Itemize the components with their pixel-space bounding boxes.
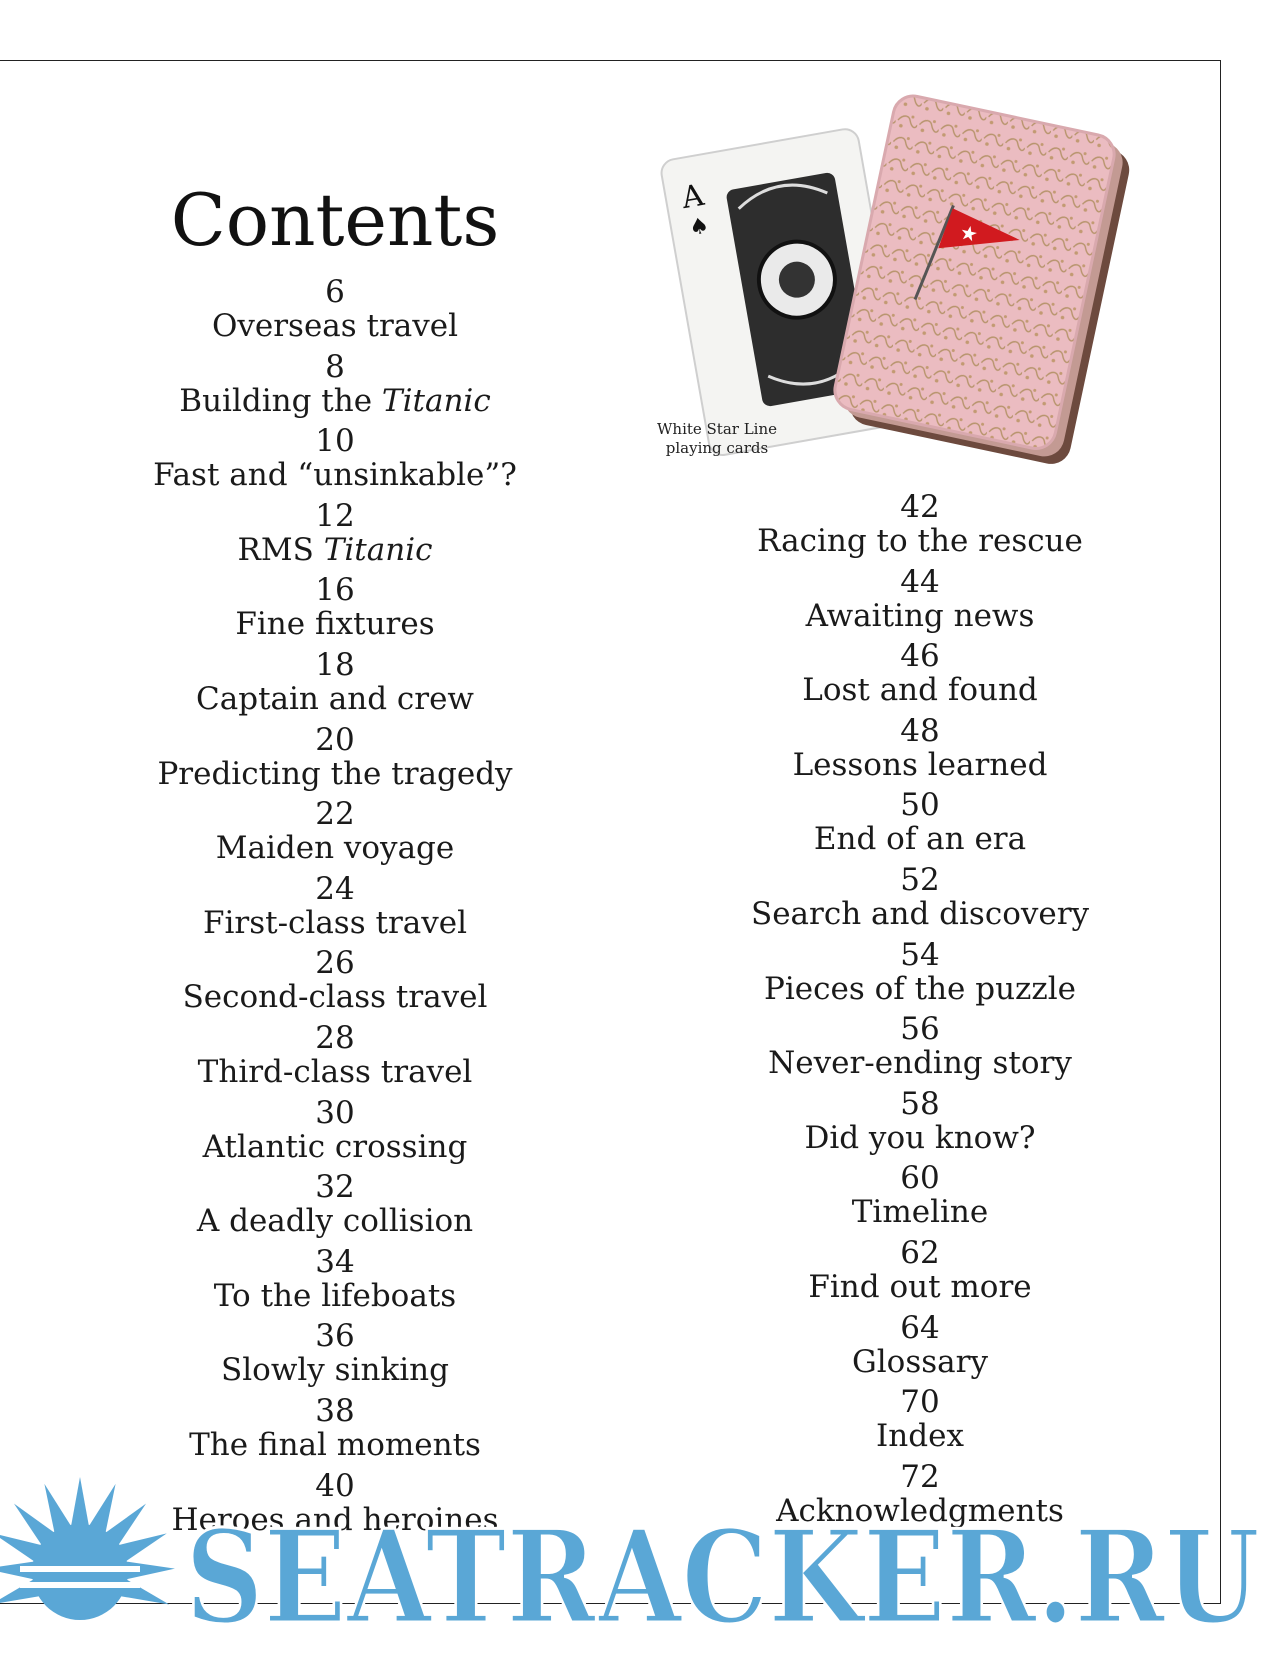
toc-title: Third-class travel [197,1053,473,1090]
toc-page-number: 38 [315,1392,355,1429]
toc-entry[interactable] [145,1394,525,1469]
toc-title: Racing to the rescue [757,523,1083,559]
toc-page-number: 10 [315,423,355,460]
toc-title: End of an era [813,821,1027,858]
toc-page-number: 60 [900,1160,940,1197]
toc-entry[interactable] [145,350,525,425]
toc-entry[interactable] [145,499,525,574]
toc-page-number: 8 [325,348,345,385]
toc-title: Did you know? [804,1119,1036,1156]
toc-entry[interactable] [145,573,525,648]
toc-page-number: 6 [325,274,345,310]
toc-title: Building the Titanic [179,382,491,419]
toc-page-number: 28 [315,1019,355,1056]
toc-title: Awaiting news [805,597,1035,634]
toc-page-number: 44 [900,563,940,600]
toc-entry[interactable] [145,723,525,798]
watermark [0,1458,1275,1653]
svg-text:SEATRACKER.RU: SEATRACKER.RU [185,1503,1260,1653]
card-deck [829,92,1136,467]
toc-entry[interactable] [145,1170,525,1245]
toc-page-number: 56 [900,1011,940,1048]
toc-title: Find out more [808,1268,1032,1305]
toc-title: Acknowledgments [776,1492,1064,1529]
toc-page-number: 22 [315,796,355,833]
toc-title: Search and discovery [750,895,1090,932]
playing-cards-image [679,105,1125,465]
toc-page-number: 18 [315,646,355,683]
toc-page-number: 36 [315,1318,355,1355]
toc-page-number: 52 [900,861,940,898]
toc-page-number: 48 [900,712,940,749]
toc-page-number: 12 [315,497,355,534]
toc-page-number: 26 [315,945,355,982]
toc-page-number: 46 [900,638,940,675]
toc-title: A deadly collision [196,1203,474,1240]
toc-entry[interactable] [145,1021,525,1096]
toc-page-number: 32 [315,1169,355,1206]
toc-title: Heroes and heroines [171,1501,499,1538]
toc-title: Slowly sinking [221,1352,449,1389]
toc-entry[interactable] [145,648,525,723]
toc-entry[interactable] [720,1087,1120,1162]
toc-title: Fast and “unsinkable”? [153,457,517,494]
toc-entry[interactable] [720,490,1120,565]
image-caption: White Star Line playing cards [656,420,778,457]
toc-page-number: 20 [315,721,355,758]
toc-title: Never-ending story [768,1045,1072,1082]
toc-entry[interactable] [720,639,1120,714]
toc-page-number: 16 [315,572,355,609]
toc-title: Lost and found [802,672,1038,709]
toc-entry[interactable] [720,863,1120,938]
toc-page-number: 54 [900,936,940,973]
toc-entry[interactable] [145,946,525,1021]
toc-page-number: 42 [900,489,940,525]
toc-page-number: 58 [900,1085,940,1122]
toc-entry[interactable] [145,275,525,350]
toc-page-number: 40 [315,1467,355,1504]
sun-icon [0,1477,175,1620]
svg-text:A: A [679,177,707,217]
toc-title: Glossary [852,1343,988,1380]
toc-right-column [720,490,1120,1528]
toc-title: Index [876,1418,964,1455]
toc-entry[interactable] [720,1012,1120,1087]
toc-page-number: 62 [900,1234,940,1271]
toc-title: Captain and crew [196,680,474,717]
toc-entry[interactable] [720,565,1120,640]
toc-entry[interactable] [145,872,525,947]
toc-entry[interactable] [720,1385,1120,1460]
toc-page-number: 24 [315,870,355,907]
toc-title: Overseas travel [211,308,459,344]
toc-title: Fine fixtures [235,606,435,643]
toc-page-number: 30 [315,1094,355,1131]
toc-title: Atlantic crossing [202,1128,468,1165]
toc-title: Pieces of the puzzle [764,970,1076,1007]
toc-page-number: 64 [900,1309,940,1346]
toc-entry[interactable] [720,1236,1120,1311]
toc-entry[interactable] [145,1245,525,1320]
toc-title: Maiden voyage [215,830,455,867]
toc-title: Lessons learned [792,746,1048,783]
toc-entry[interactable] [720,1311,1120,1386]
toc-title: First-class travel [202,904,468,941]
toc-entry[interactable] [145,1096,525,1171]
toc-entry[interactable] [720,938,1120,1013]
toc-page-number: 72 [900,1458,940,1495]
toc-entry[interactable] [145,1319,525,1394]
toc-title: RMS Titanic [237,531,433,568]
svg-text:♠: ♠ [687,213,712,242]
toc-page-number: 50 [900,787,940,824]
toc-title: The final moments [189,1426,481,1463]
toc-title: Predicting the tragedy [157,755,513,792]
toc-page-number: 34 [315,1243,355,1280]
toc-entry[interactable] [720,788,1120,863]
page-title: Contents [170,178,500,263]
toc-left-column [145,275,525,1543]
toc-title: To the lifeboats [213,1277,457,1314]
toc-entry[interactable] [720,714,1120,789]
toc-entry[interactable] [720,1161,1120,1236]
toc-title: Second-class travel [182,979,488,1016]
toc-entry[interactable] [145,797,525,872]
svg-text:★: ★ [957,219,981,247]
toc-page-number: 70 [900,1384,940,1421]
toc-title: Timeline [851,1194,989,1231]
toc-entry[interactable] [145,424,525,499]
